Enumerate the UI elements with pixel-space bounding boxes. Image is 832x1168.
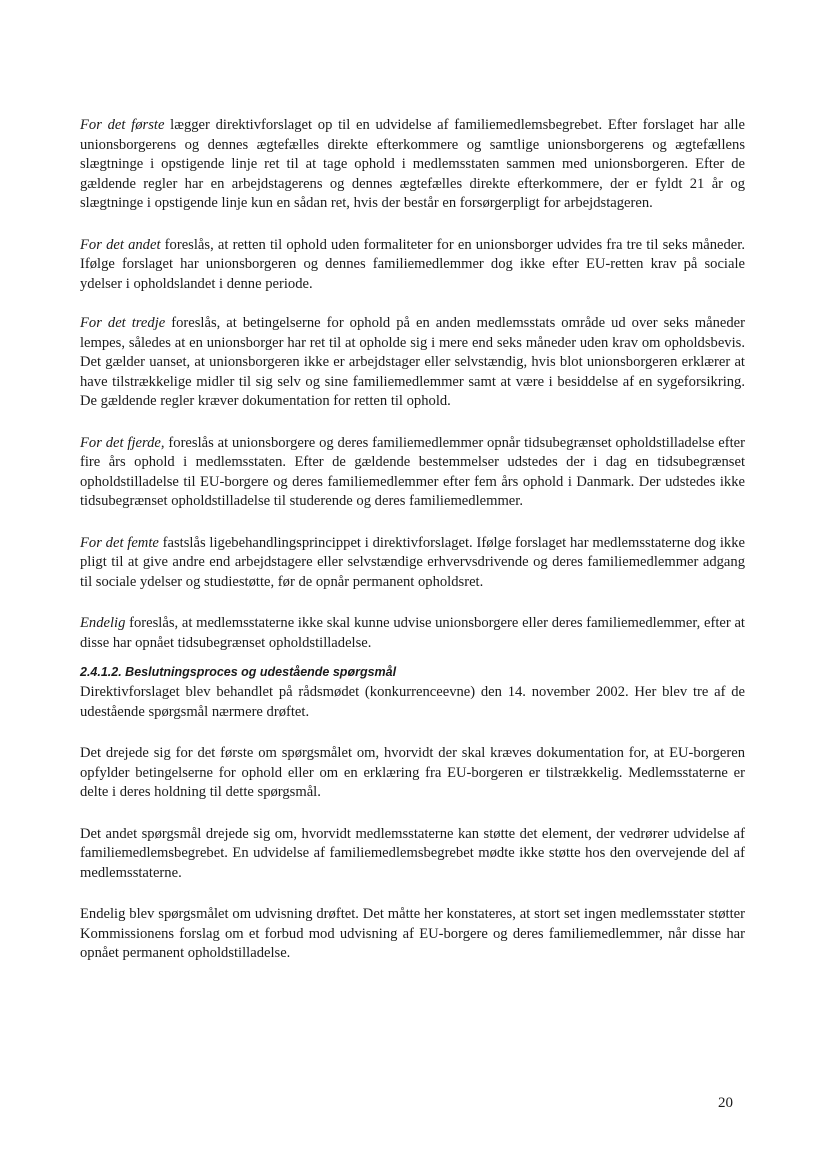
section-paragraph: Endelig blev spørgsmålet om udvisning drøftet. Det måtte her konstateres, at stort set ingen medlemsstater støtter Kommissionens forslag om et forbud mod udvisning af EU-borgere og deres familiemedlemmer, når disse har opnået permanent opholdstilladelse. — [80, 906, 745, 961]
paragraph-lead: For det fjerde, — [80, 434, 165, 451]
section-paragraph: Det andet spørgsmål drejede sig om, hvorvidt medlemsstaterne kan støtte det element, der vedrører udvidelse af familiemedlemsbegrebet. En udvidelse af familiemedlemsbegrebet mødte ikke støtte hos den overvejende del af medlemsstaterne. — [80, 825, 745, 881]
paragraph-fifth — [80, 534, 745, 593]
paragraph-text: fastslås ligebehandlingsprincippet i direktivforslaget. Ifølge forslaget har medlemsstaterne dog ikke pligt til at give andre end arbejdstagere eller selvstændige erhvervsdrivende og deres familiemedlemmer adgang til sociale ydelser og studiestøtte, før de opnår permanent opholdsret. — [80, 534, 745, 590]
paragraph-lead: For det første — [80, 117, 165, 133]
paragraph-text: foreslås, at medlemsstaterne ikke skal kunne udvise unionsborgere eller deres familiemedlemmer, efter at disse har opnået tidsubegrænset opholdstilladelse. — [80, 615, 745, 651]
paragraph-text: lægger direktivforslaget op til en udvidelse af familiemedlemsbegrebet. Efter forslaget har alle unionsborgerens og dennes ægtefælles direkte efterkommere og samtlige unionsborgerens og ægtefællens slægtninge i opstigende linje ret til at tage ophold i medlemsstaten sammen med unionsborgeren. Efter de gældende regler har en arbejdstagerens og dennes ægtefælles direkte efterkommere, der er fyldt 21 år og slægtninge i opstigende linje kun en sådan ret, hvis der består en forsørgerpligt for arbejdstageren. — [80, 117, 746, 211]
paragraph-second — [80, 236, 745, 295]
paragraph-lead: Endelig — [80, 615, 126, 631]
paragraph-text: foreslås, at retten til ophold uden formaliteter for en unionsborger udvides fra tre til seks måneder. Ifølge forslaget har unionsborgeren og dennes familiemedlemmer dog ikke efter EU-retten krav på sociale ydelser i opholdslandet i denne periode. — [80, 236, 745, 292]
paragraph-text: foreslås, at betingelserne for ophold på en anden medlemsstats område ud over seks måneder lempes, således at en unionsborger har ret til at opholde sig i mere end seks måneder uden krav om opholdsbevis. Det gælder uanset, at unionsborgeren ikke er arbejdstager eller selvstændig, hvis blot unionsborgeren erklærer at have tilstrækkelige midler til sig selv og sine familiemedlemmer samt at være i besiddelse af en sygeforsikring. De gældende regler kræver dokumentation for retten til ophold. — [80, 315, 746, 409]
section-paragraph: Det drejede sig for det første om spørgsmålet om, hvorvidt der skal kræves dokumentation for, at EU-borgeren opfylder betingelserne for ophold eller om en erklæring fra EU-borgeren er tilstrækkelig. Medlemsstaterne er delte i deres holdning til dette spørgsmål. — [80, 745, 745, 800]
paragraph-text: foreslås at unionsborgere og deres familiemedlemmer opnår tidsubegrænset opholdstilladelse efter fire års ophold i medlemsstaten. Efter de gældende bestemmelser udstedes der i dag en tidsubegrænset opholdstilladelse til EU-borgere og deres familiemedlemmer efter fem års ophold i Danmark. Der udstedes ikke tidsubegrænset opholdstilladelse til studerende og deres familiemedlemmer. — [80, 434, 745, 509]
paragraph-lead: For det andet — [80, 236, 161, 253]
section-paragraph: Direktivforslaget blev behandlet på rådsmødet (konkurrenceevne) den 14. november 2002. Her blev tre af de udestående spørgsmål nærmere drøftet. — [80, 684, 745, 720]
paragraph-third — [80, 314, 745, 412]
paragraph-lead: For det femte — [80, 534, 159, 551]
section-heading: 2.4.1.2. Beslutningsproces og udestående spørgsmål — [80, 665, 397, 679]
paragraph-fourth — [80, 434, 745, 512]
document-body — [80, 116, 745, 964]
page-number: 20 — [718, 1095, 733, 1111]
paragraph-finally — [80, 614, 745, 653]
paragraph-lead: For det tredje — [80, 315, 166, 331]
paragraph-first — [80, 116, 745, 214]
